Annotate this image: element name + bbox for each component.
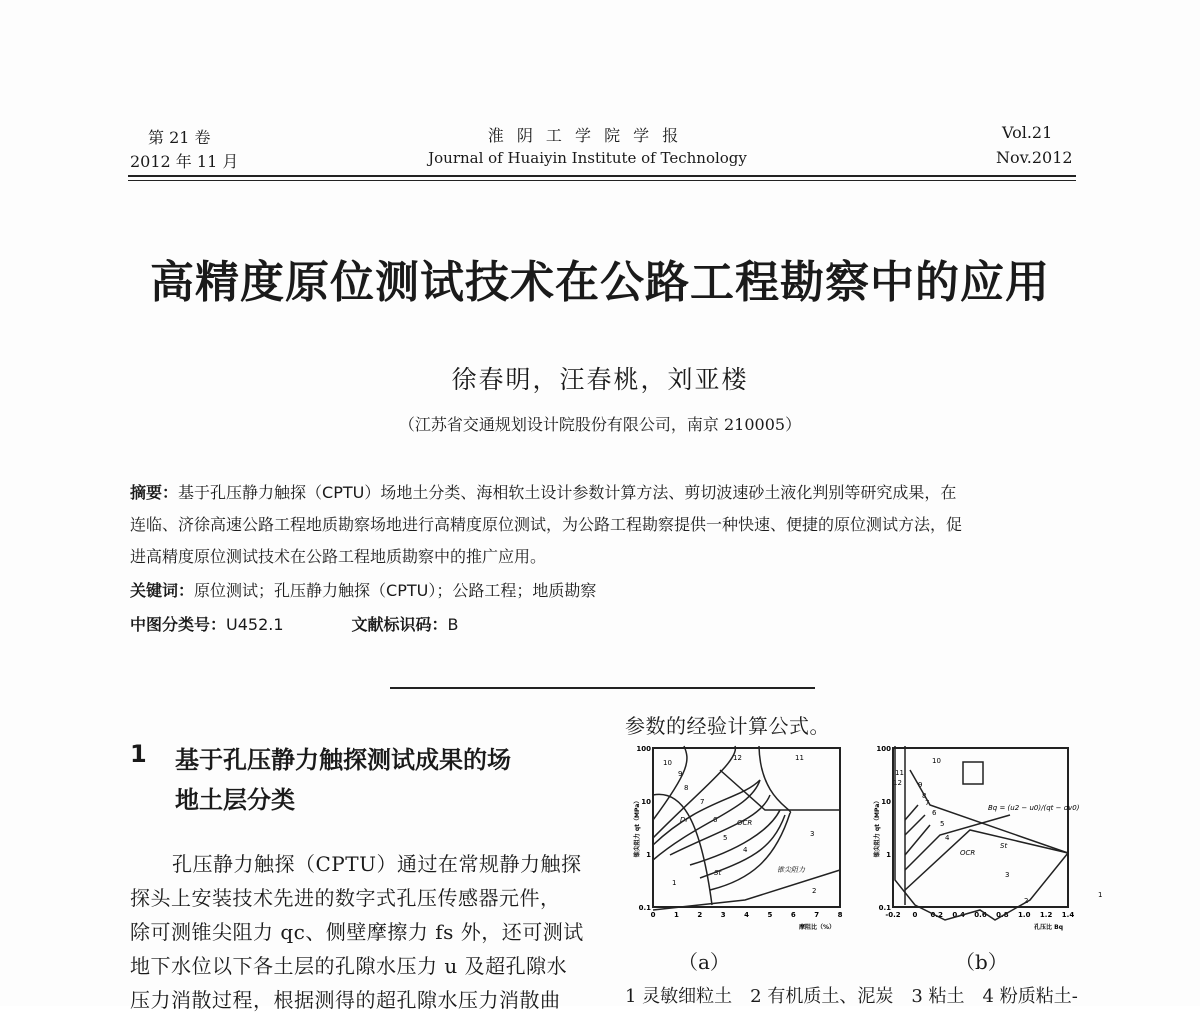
- x-tick-label: 5: [767, 911, 773, 919]
- figure-a-cpt-classification: [610, 740, 850, 940]
- body-line: 孔压静力触探（CPTU）通过在常规静力触探: [172, 852, 582, 876]
- zone-label: 8: [922, 792, 927, 800]
- annotation: St: [1000, 842, 1008, 850]
- y-tick-label: 0.1: [878, 904, 891, 912]
- x-tick-label: 1.2: [1039, 911, 1053, 919]
- x-tick-label: 6: [790, 911, 796, 919]
- zone-label: 2: [812, 887, 817, 895]
- x-tick-label: 1: [673, 911, 679, 919]
- zone-label: 1: [1098, 891, 1103, 899]
- figure-b-cptu-classification: [850, 740, 1103, 940]
- abstract-line-1: [130, 480, 1076, 503]
- annotation: 锥尖阻力: [777, 866, 805, 874]
- zone-label: 5: [723, 834, 728, 842]
- abstract-text: 基于孔压静力触探（CPTU）场地土分类、海相软土设计参数计算方法、剪切波速砂土液化判别等研究成果，在: [178, 483, 957, 502]
- x-axis-label: 摩阻比（%）: [798, 924, 835, 931]
- section-title-line-1: 基于孔压静力触探测试成果的场: [175, 746, 511, 774]
- section-number: 1: [130, 740, 147, 768]
- clc-value: U452.1: [226, 615, 284, 634]
- y-axis-label: 锥尖阻力 qt（MPa）: [874, 797, 881, 858]
- zone-label: 11: [895, 769, 904, 777]
- x-tick-label: 2: [697, 911, 703, 919]
- body-line: 压力消散过程，根据测得的超孔隙水压力消散曲: [130, 988, 561, 1012]
- y-tick-label: 100: [636, 745, 651, 753]
- zone-boundary: [905, 825, 930, 855]
- cone-probe-sketch: [963, 762, 983, 784]
- figure-legend-line: 1 灵敏细粒土 2 有机质土、泥炭 3 粘土 4 粉质粘土-: [625, 986, 1078, 1007]
- classification: [130, 612, 1076, 635]
- annotation: St: [714, 869, 722, 877]
- zone-boundary: [720, 770, 840, 810]
- zone-label: 7: [700, 798, 705, 806]
- x-tick-label: 0.6: [974, 911, 987, 919]
- keywords-label: 关键词：: [130, 581, 195, 600]
- zone-label: 9: [918, 781, 923, 789]
- affiliation: （江苏省交通规划设计院股份有限公司，南京 210005）: [398, 415, 802, 434]
- y-tick-label: 1: [646, 851, 651, 859]
- y-tick-label: 10: [881, 798, 891, 806]
- zone-boundary: [759, 746, 790, 813]
- journal-name-en: Journal of Huaiyin Institute of Technology: [428, 149, 747, 167]
- zone-label: 12: [733, 754, 742, 762]
- caption-a: （a）: [678, 950, 730, 974]
- x-tick-label: 7: [814, 911, 820, 919]
- x-tick-label: 1.4: [1061, 911, 1075, 919]
- zone-label: 3: [1005, 871, 1010, 879]
- section-title-line-2: 地土层分类: [175, 786, 295, 814]
- caption-b: （b）: [955, 950, 1008, 974]
- annotation: Dr: [680, 816, 689, 824]
- header-rule: [128, 175, 1076, 177]
- doc-code-label: 文献标识码：: [351, 615, 448, 634]
- header-date-en: Nov.2012: [996, 148, 1073, 167]
- zone-label: 4: [945, 834, 950, 842]
- x-tick-label: -0.2: [885, 911, 901, 919]
- abstract-line-3: 进高精度原位测试技术在公路工程地质勘察中的推广应用。: [130, 547, 547, 566]
- clc-label: 中图分类号：: [130, 615, 227, 634]
- zone-label: 5: [940, 820, 945, 828]
- x-axis-label: 孔压比 Bq: [1034, 924, 1063, 931]
- zone-boundary: [653, 780, 760, 845]
- y-tick-label: 100: [876, 745, 891, 753]
- body-line: 探头上安装技术先进的数字式孔压传感器元件，: [130, 886, 561, 910]
- right-col-first-line: 参数的经验计算公式。: [625, 714, 830, 738]
- zone-label: 8: [684, 784, 689, 792]
- header-volume: 第 21 卷: [148, 128, 211, 147]
- zone-label: 1: [672, 879, 677, 887]
- plot-frame: [893, 748, 1068, 907]
- authors: 徐春明，汪春桃，刘亚楼: [451, 365, 749, 394]
- body-line: 地下水位以下各土层的孔隙水压力 u 及超孔隙水: [130, 954, 568, 978]
- zone-label: 9: [678, 770, 683, 778]
- x-tick-label: 0: [912, 911, 918, 919]
- doc-code-value: B: [447, 615, 459, 634]
- x-tick-label: 8: [837, 911, 843, 919]
- header-date: 2012 年 11 月: [130, 152, 239, 171]
- zone-boundary: [905, 815, 925, 835]
- x-tick-label: 0.2: [930, 911, 943, 919]
- x-tick-label: 0.4: [952, 911, 965, 919]
- keywords-text: 原位测试；孔压静力触探（CPTU）；公路工程；地质勘察: [194, 581, 597, 600]
- annotation: OCR: [737, 819, 753, 827]
- y-axis-label: 锥尖阻力 qt（MPa）: [634, 797, 641, 858]
- y-tick-label: 1: [886, 851, 891, 859]
- x-tick-label: 3: [720, 911, 726, 919]
- paper-title: 高精度原位测试技术在公路工程勘察中的应用: [150, 257, 1050, 308]
- zone-label: 3: [810, 830, 815, 838]
- x-tick-label: 0.8: [996, 911, 1009, 919]
- zone-boundary: [670, 795, 770, 855]
- y-tick-label: 0.1: [638, 904, 651, 912]
- zone-label: 10: [932, 757, 941, 765]
- zone-label: 4: [743, 846, 748, 854]
- zone-boundary: [905, 830, 1068, 890]
- zone-label: 2: [1024, 897, 1029, 905]
- figure-b-zone-lines: [895, 746, 1068, 920]
- x-tick-label: 4: [744, 911, 749, 919]
- y-tick-label: 10: [641, 798, 651, 806]
- zone-label: 6: [713, 816, 718, 824]
- header-vol-en: Vol.21: [1002, 123, 1053, 142]
- annotation: OCR: [960, 849, 976, 857]
- body-line: 除可测锥尖阻力 qc、侧壁摩擦力 fs 外，还可测试: [130, 920, 584, 944]
- separator-rule: [390, 687, 815, 689]
- journal-name-cn: 淮 阴 工 学 院 学 报: [487, 126, 683, 145]
- abstract-label: 摘要：: [130, 483, 179, 502]
- abstract-line-2: 连临、济徐高速公路工程地质勘察场地进行高精度原位测试，为公路工程勘察提供一种快速、便捷的原位测试方法，促: [130, 515, 963, 534]
- zone-label: 11: [795, 754, 804, 762]
- annotation: Bq = (u2 − u0)/(qt − σv0): [988, 804, 1080, 812]
- zone-boundary: [905, 805, 918, 820]
- zone-label: 6: [932, 809, 937, 817]
- zone-label: 10: [663, 759, 672, 767]
- x-tick-label: 1.0: [1018, 911, 1031, 919]
- header-rule-thin: [128, 180, 1076, 181]
- zone-label: 7: [925, 799, 930, 807]
- keywords: [130, 578, 1076, 601]
- zone-label: 12: [893, 779, 902, 787]
- x-tick-label: 0: [650, 911, 656, 919]
